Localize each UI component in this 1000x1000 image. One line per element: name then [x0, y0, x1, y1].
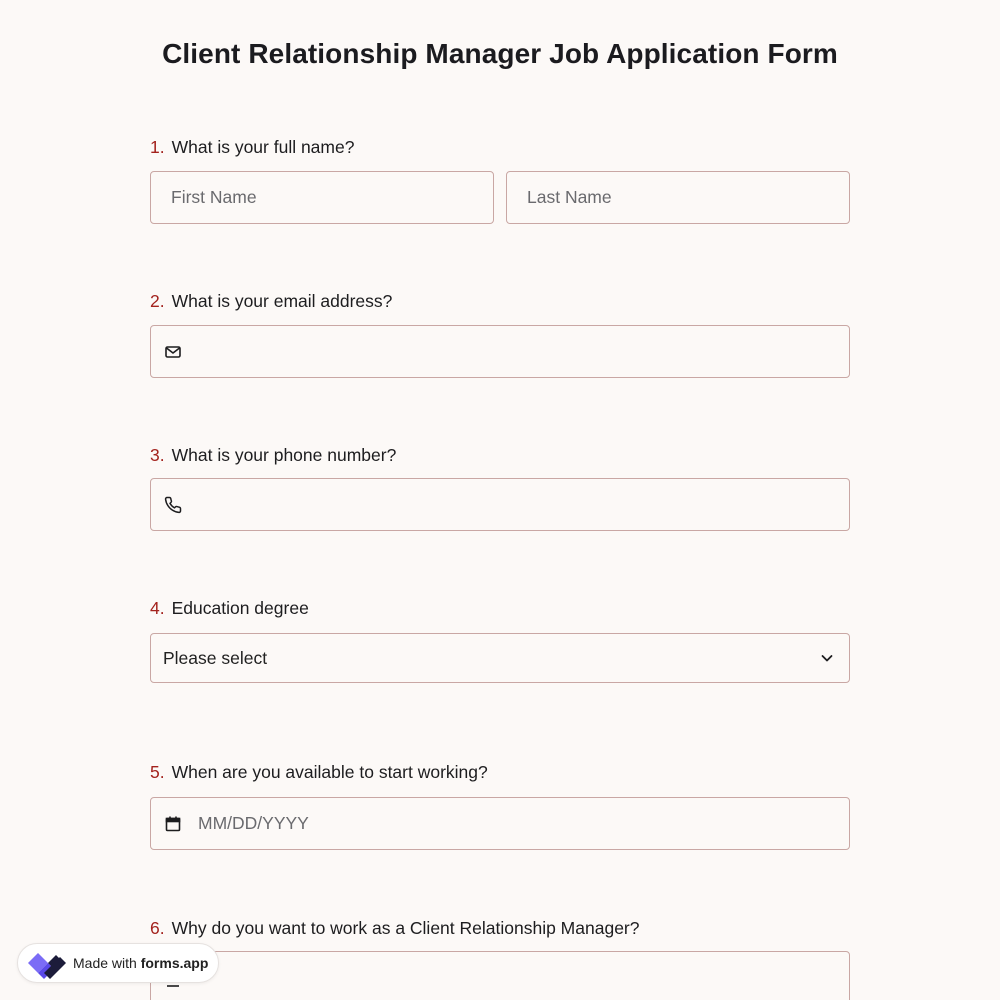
email-field[interactable] — [150, 325, 850, 378]
forms-app-logo-icon — [26, 947, 66, 979]
question-start-date — [150, 760, 850, 833]
question-number: 6. — [150, 918, 165, 938]
question-label — [150, 289, 850, 313]
first-name-field[interactable] — [150, 171, 494, 224]
chevron-down-icon — [819, 650, 835, 666]
question-number: 4. — [150, 598, 165, 618]
badge-text — [73, 944, 208, 982]
question-text: Education degree — [171, 598, 309, 618]
question-text: When are you available to start working? — [171, 762, 488, 782]
made-with-forms-app-badge[interactable] — [17, 943, 219, 983]
question-email — [150, 289, 850, 313]
motivation-textarea[interactable] — [150, 951, 850, 1000]
education-select[interactable] — [150, 633, 850, 683]
question-text: Why do you want to work as a Client Relationship Manager? — [171, 918, 640, 938]
badge-brand: forms.app — [140, 955, 209, 971]
question-number: 1. — [150, 137, 165, 157]
phone-icon — [164, 496, 182, 514]
question-label — [150, 596, 850, 620]
envelope-icon — [164, 343, 182, 361]
first-name-placeholder: First Name — [171, 187, 257, 207]
question-number: 3. — [150, 445, 165, 465]
start-date-field[interactable] — [150, 797, 850, 850]
question-label — [150, 443, 850, 467]
question-label — [150, 916, 850, 940]
question-label — [150, 135, 850, 159]
question-motivation — [150, 916, 850, 940]
calendar-icon — [164, 815, 182, 833]
phone-field[interactable] — [150, 478, 850, 531]
question-number: 5. — [150, 762, 165, 782]
question-number: 2. — [150, 291, 165, 311]
last-name-placeholder: Last Name — [527, 187, 612, 207]
badge-prefix: Made with — [73, 955, 137, 971]
question-text: What is your email address? — [171, 291, 393, 311]
question-text: What is your phone number? — [171, 445, 397, 465]
date-placeholder: MM/DD/YYYY — [198, 813, 309, 833]
question-education — [150, 596, 850, 668]
form-title: Client Relationship Manager Job Application Form — [162, 38, 838, 69]
question-label — [150, 760, 850, 784]
education-select-value: Please select — [163, 648, 268, 668]
question-text: What is your full name? — [171, 137, 355, 157]
last-name-field[interactable] — [506, 171, 850, 224]
question-phone — [150, 443, 850, 467]
question-full-name — [150, 135, 850, 207]
